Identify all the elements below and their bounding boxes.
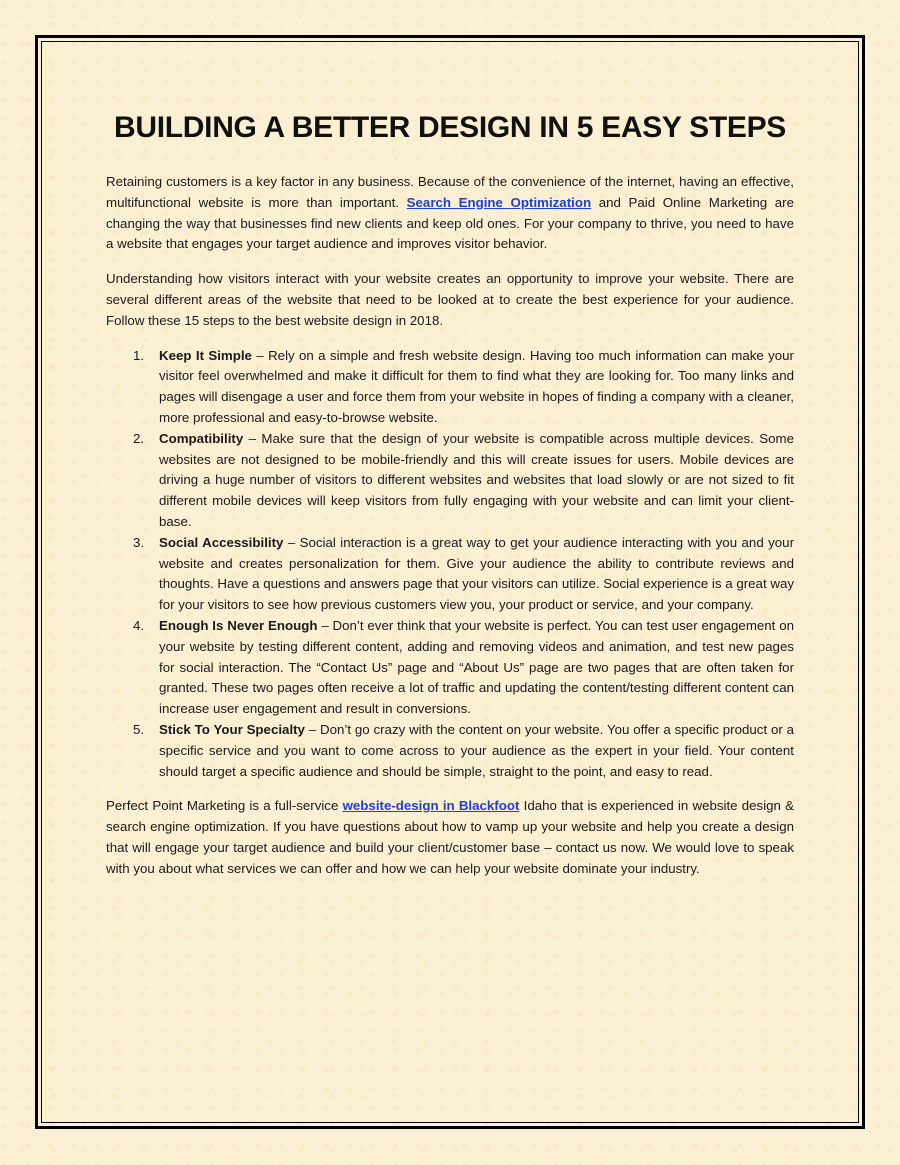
intro-text-start: Retaining customers is a key factor in any business. Because of the convenience of the internet, having an effective, multifunctional website is more than important. xyxy=(106,174,794,210)
list-item xyxy=(106,533,794,616)
step-term: Stick To Your Specialty xyxy=(159,721,305,737)
seo-link[interactable]: Search Engine Optimization xyxy=(406,194,592,210)
step-text: – Make sure that the design of your website is compatible across multiple devices. Some websites are not designed to be mobile-friendly and this will create issues for users. Mobile devices are driving a huge number of visitors to different websites and websites that load slowly or are not sized to fit different mobile devices will keep visitors from fully engaging with your website and can limit your client-base. xyxy=(159,430,794,529)
intro-text-end: and Paid Online Marketing are changing the way that businesses find new clients and keep old ones. For your company to thrive, you need to have a website that engages your target audience and improves visitor behavior. xyxy=(106,194,794,252)
step-number: 2. xyxy=(133,430,145,446)
second-paragraph: Understanding how visitors interact with your website creates an opportunity to improve your website. There are several different areas of the website that need to be looked at to create the best experience for your audience. Follow these 15 steps to the best website design in 2018. xyxy=(106,271,794,328)
website-design-link[interactable]: website-design in Blackfoot xyxy=(342,798,520,814)
intro-paragraph xyxy=(106,172,794,255)
closing-paragraph xyxy=(106,796,794,879)
step-text: – Don’t ever think that your website is perfect. You can test user engagement on your website by testing different content, adding and removing videos and animation, and test new pages for social interaction. The “Contact Us” page and “About Us” page are two pages that are often taken for granted. These two pages often receive a lot of traffic and updating the content/testing different content can increase user engagement and result in conversions. xyxy=(159,617,794,717)
step-number: 3. xyxy=(133,534,145,550)
steps-list xyxy=(106,346,794,783)
list-item xyxy=(106,720,794,782)
list-item xyxy=(106,346,794,429)
step-number: 5. xyxy=(133,721,145,737)
list-item xyxy=(106,429,794,533)
step-number: 1. xyxy=(133,347,145,363)
step-text: – Rely on a simple and fresh website design. Having too much information can make your visitor feel overwhelmed and make it difficult for them to find what they are looking for. Too many links and pages will disengage a user and force them from your website in hopes of finding a company with a cleaner, more professional and easy-to-browse website. xyxy=(159,347,794,425)
step-term: Keep It Simple xyxy=(159,347,252,363)
closing-text-end: Idaho that is experienced in website design & search engine optimization. If you have questions about how to vamp up your website and help you create a design that will engage your target audience and build your client/customer base – contact us now. We would love to speak with you about what services we can offer and how we can help your website dominate your industry. xyxy=(106,798,795,876)
step-term: Enough Is Never Enough xyxy=(159,617,318,633)
step-term: Compatibility xyxy=(159,430,244,446)
list-item xyxy=(106,616,794,720)
step-text: – Social interaction is a great way to get your audience interacting with you and your website and creates personalization for them. Give your audience the ability to contribute reviews and thoughts. Have a questions and answers page that your visitors can utilize. Social experience is a great way for your visitors to see how previous customers view you, your product or service, and your company. xyxy=(159,534,795,613)
step-number: 4. xyxy=(133,617,145,633)
step-text: – Don’t go crazy with the content on your website. You offer a specific product or a specific service and you want to come across to your audience as the expert in your field. Your content should target a specific audience and should be simple, straight to the point, and easy to read. xyxy=(159,721,794,779)
page-title: BUILDING A BETTER DESIGN IN 5 EASY STEPS xyxy=(114,111,786,144)
document-content xyxy=(106,108,794,894)
closing-text-start: Perfect Point Marketing is a full-service xyxy=(106,798,343,814)
step-term: Social Accessibility xyxy=(159,534,284,550)
